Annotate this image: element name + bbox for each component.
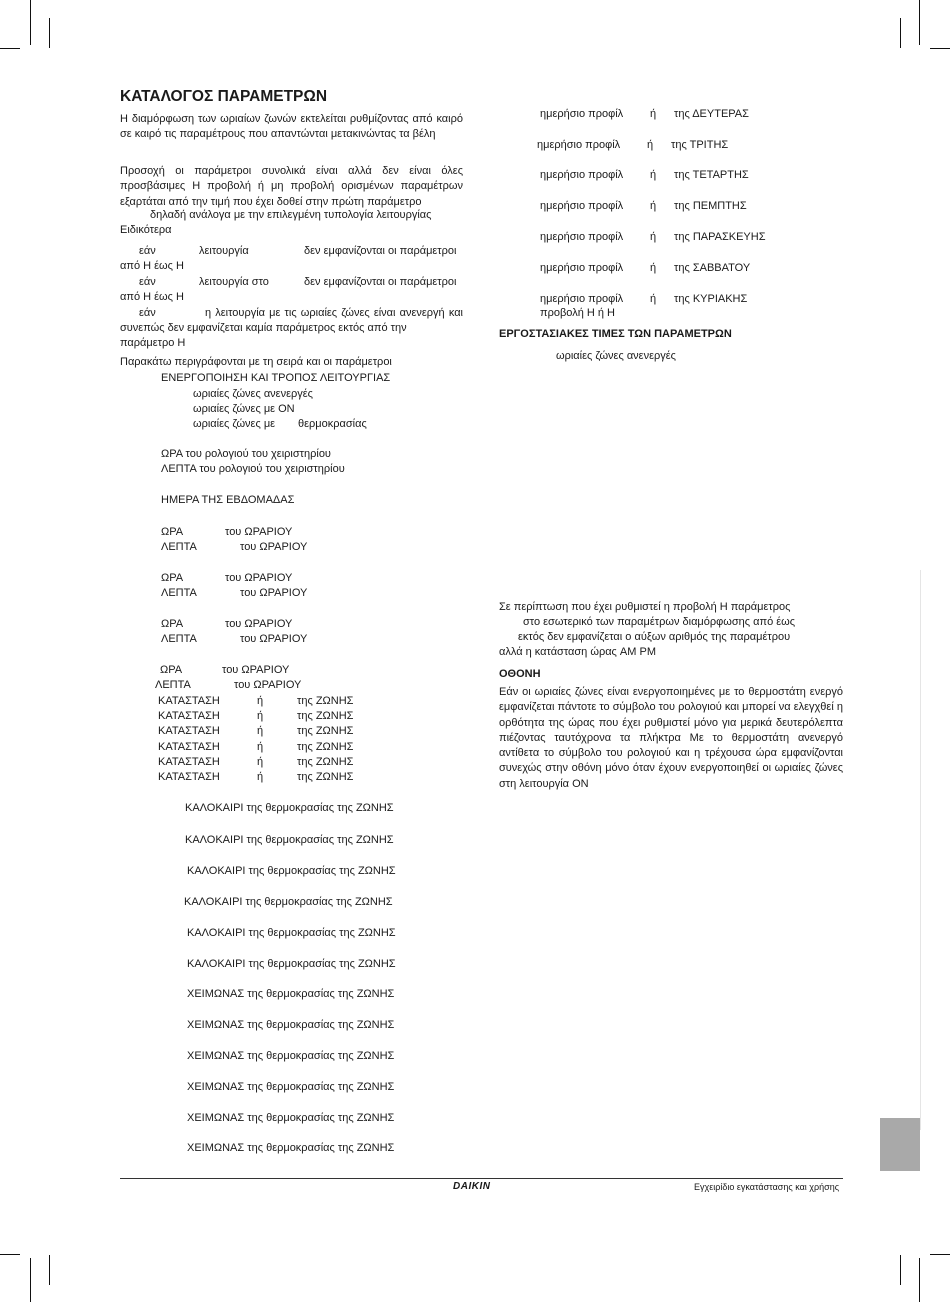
schedule-3-hour-suffix: του ΩΡΑΡΙΟΥ	[225, 618, 293, 630]
profile-friday-or: ή	[650, 231, 657, 243]
crop-mark	[30, 0, 31, 45]
condition-1-text: δεν εμφανίζονται οι παράμετροι	[304, 245, 457, 257]
screen-paragraph: Εάν οι ωριαίες ζώνες είναι ενεργοποιημένες με το θερμοστάτη ενεργό εμφανίζεται πάντοτε το σύμβολο του ρολογιού και μπορεί να ελεγχθεί η ορθότητα της ώρας που έχει ρυθμιστεί μόνο για μερικά δευτερόλεπτα πιέζοντας ταυτόχρονα τα πλήκτρα Με το θερμοστάτη ανενεργό αντίθετα το σύμβολο του ρολογιού και η τρέχουσα ώρα εμφανίζονται συνεχώς στην οθόνη μόνο όταν έχουν ενεργοποιηθεί οι ωριαίες ζώνες στη λειτουργία ON	[499, 686, 843, 790]
summer-temp-zone-6: ΚΑΛΟΚΑΙΡΙ της θερμοκρασίας της ΖΩΝΗΣ	[187, 958, 396, 970]
profile-saturday: ημερήσιο προφίλ	[540, 262, 624, 274]
weekday-param: ΗΜΕΡΑ ΤΗΣ ΕΒΔΟΜΑΔΑΣ	[161, 494, 295, 506]
schedule-3-minutes-suffix: του ΩΡΑΡΙΟΥ	[240, 633, 308, 645]
clock-minutes-param: ΛΕΠΤΑ του ρολογιού του χειριστηρίου	[161, 463, 345, 475]
schedule-1-minutes-suffix: του ΩΡΑΡΙΟΥ	[240, 541, 308, 553]
profile-monday-or: ή	[650, 108, 657, 120]
schedule-4-hour-suffix: του ΩΡΑΡΙΟΥ	[222, 664, 290, 676]
crop-mark	[930, 48, 950, 49]
crop-mark	[900, 18, 901, 48]
zone-state-4-suffix: της ΖΩΝΗΣ	[297, 741, 354, 753]
profile-tuesday: ημερήσιο προφίλ	[537, 139, 621, 151]
schedule-3-hour: ΩΡΑ	[161, 618, 184, 630]
crop-mark	[0, 1254, 20, 1255]
profile-saturday-or: ή	[650, 262, 657, 274]
page-title: ΚΑΤΑΛΟΓΟΣ ΠΑΡΑΜΕΤΡΩΝ	[120, 88, 328, 105]
crop-mark	[49, 18, 50, 48]
schedule-1-minutes: ΛΕΠΤΑ	[161, 541, 197, 553]
profile-thursday-or: ή	[650, 200, 657, 212]
condition-1-mode: λειτουργία	[199, 245, 249, 257]
footer-rule	[120, 1178, 843, 1179]
sequence-paragraph: Παρακάτω περιγράφονται με τη σειρά και οι παράμετροι	[120, 356, 392, 368]
profile-sunday-or: ή	[650, 293, 657, 305]
factory-value-item: ωριαίες ζώνες ανενεργές	[556, 350, 676, 362]
zone-state-1: ΚΑΤΑΣΤΑΣΗ	[158, 695, 220, 707]
summer-temp-zone-5: ΚΑΛΟΚΑΙΡΙ της θερμοκρασίας της ΖΩΝΗΣ	[187, 927, 396, 939]
summer-temp-zone-3: ΚΑΛΟΚΑΙΡΙ της θερμοκρασίας της ΖΩΝΗΣ	[187, 865, 396, 877]
zone-state-2: ΚΑΤΑΣΤΑΣΗ	[158, 710, 220, 722]
note-line-1: Σε περίπτωση που έχει ρυθμιστεί η προβολή Η παράμετρος	[499, 601, 791, 613]
zone-state-5-suffix: της ΖΩΝΗΣ	[297, 756, 354, 768]
profile-monday-day: της ΔΕΥΤΕΡΑΣ	[674, 108, 749, 120]
zone-state-2-or: ή	[257, 710, 264, 722]
crop-mark	[30, 1258, 31, 1302]
schedule-2-minutes-suffix: του ΩΡΑΡΙΟΥ	[240, 587, 308, 599]
crop-mark	[919, 0, 920, 45]
condition-2-mode: λειτουργία στο	[199, 276, 269, 288]
profile-wednesday-or: ή	[650, 169, 657, 181]
schedule-3-minutes: ΛΕΠΤΑ	[161, 633, 197, 645]
condition-2-if: εάν	[139, 276, 156, 288]
profile-friday-day: της ΠΑΡΑΣΚΕΥΗΣ	[674, 231, 766, 243]
zone-state-3: ΚΑΤΑΣΤΑΣΗ	[158, 725, 220, 737]
winter-temp-zone-6: ΧΕΙΜΩΝΑΣ της θερμοκρασίας της ΖΩΝΗΣ	[187, 1142, 395, 1154]
schedule-4-minutes-suffix: του ΩΡΑΡΙΟΥ	[234, 679, 302, 691]
projection-note: προβολή Η ή Η	[540, 307, 615, 319]
profile-saturday-day: της ΣΑΒΒΑΤΟΥ	[674, 262, 751, 274]
zone-state-1-suffix: της ΖΩΝΗΣ	[297, 695, 354, 707]
clock-hour-param: ΩΡΑ του ρολογιού του χειριστηρίου	[161, 448, 331, 460]
zone-state-1-or: ή	[257, 695, 264, 707]
crop-mark	[0, 48, 20, 49]
section-tab	[880, 1118, 920, 1171]
schedule-2-hour: ΩΡΑ	[161, 572, 184, 584]
zone-state-5-or: ή	[257, 756, 264, 768]
profile-tuesday-or: ή	[647, 139, 654, 151]
mode-option-temp-suffix: θερμοκρασίας	[298, 418, 367, 430]
summer-temp-zone-4: ΚΑΛΟΚΑΙΡΙ της θερμοκρασίας της ΖΩΝΗΣ	[184, 896, 393, 908]
zone-state-6: ΚΑΤΑΣΤΑΣΗ	[158, 771, 220, 783]
zone-state-4-or: ή	[257, 741, 264, 753]
note-line-4: αλλά η κατάσταση ώρας AM PM	[499, 646, 656, 658]
winter-temp-zone-2: ΧΕΙΜΩΝΑΣ της θερμοκρασίας της ΖΩΝΗΣ	[187, 1019, 395, 1031]
page-edge-line	[920, 570, 921, 1130]
profile-friday: ημερήσιο προφίλ	[540, 231, 624, 243]
condition-1-range: από Η έως Η	[120, 260, 184, 272]
note-line-3: εκτός δεν εμφανίζεται ο αύξων αριθμός της παραμέτρου	[518, 631, 791, 643]
condition-3-param: παράμετρο Η	[120, 337, 186, 349]
schedule-1-hour-suffix: του ΩΡΑΡΙΟΥ	[225, 526, 293, 538]
profile-monday: ημερήσιο προφίλ	[540, 108, 624, 120]
warning-paragraph-line4: δηλαδή ανάλογα με την επιλεγμένη τυπολογία λειτουργίας	[150, 209, 432, 221]
crop-mark	[900, 1255, 901, 1285]
warning-paragraph-line5: Ειδικότερα	[120, 224, 172, 236]
mode-option-on: ωριαίες ζώνες με ON	[193, 403, 295, 415]
condition-3-if: εάν	[139, 307, 156, 319]
screen-heading: ΟΘΟΝΗ	[499, 668, 541, 680]
zone-state-3-suffix: της ΖΩΝΗΣ	[297, 725, 354, 737]
profile-sunday-day: της ΚΥΡΙΑΚΗΣ	[674, 293, 748, 305]
condition-3-text: η λειτουργία με τις ωριαίες ζώνες είναι ανενεργή και συνεπώς δεν εμφανίζεται καμία παράμετρος εκτός από την	[120, 307, 463, 335]
profile-wednesday-day: της ΤΕΤΑΡΤΗΣ	[674, 169, 749, 181]
summer-temp-zone-2: ΚΑΛΟΚΑΙΡΙ της θερμοκρασίας της ΖΩΝΗΣ	[185, 834, 394, 846]
crop-mark	[930, 1254, 950, 1255]
profile-tuesday-day: της ΤΡΙΤΗΣ	[671, 139, 729, 151]
schedule-1-hour: ΩΡΑ	[161, 526, 184, 538]
zone-state-5: ΚΑΤΑΣΤΑΣΗ	[158, 756, 220, 768]
mode-heading: ΕΝΕΡΓΟΠΟΙΗΣΗ ΚΑΙ ΤΡΟΠΟΣ ΛΕΙΤΟΥΡΓΙΑΣ	[161, 372, 391, 384]
factory-values-heading: ΕΡΓΟΣΤΑΣΙΑΚΕΣ ΤΙΜΕΣ ΤΩΝ ΠΑΡΑΜΕΤΡΩΝ	[499, 328, 732, 340]
schedule-2-hour-suffix: του ΩΡΑΡΙΟΥ	[225, 572, 293, 584]
condition-2-range: από Η έως Η	[120, 291, 184, 303]
winter-temp-zone-5: ΧΕΙΜΩΝΑΣ της θερμοκρασίας της ΖΩΝΗΣ	[187, 1112, 395, 1124]
crop-mark	[919, 1258, 920, 1302]
profile-thursday-day: της ΠΕΜΠΤΗΣ	[674, 200, 747, 212]
schedule-2-minutes: ΛΕΠΤΑ	[161, 587, 197, 599]
zone-state-2-suffix: της ΖΩΝΗΣ	[297, 710, 354, 722]
crop-mark	[49, 1255, 50, 1285]
schedule-4-minutes: ΛΕΠΤΑ	[155, 679, 191, 691]
summer-temp-zone-1: ΚΑΛΟΚΑΙΡΙ της θερμοκρασίας της ΖΩΝΗΣ	[185, 802, 394, 814]
profile-wednesday: ημερήσιο προφίλ	[540, 169, 624, 181]
winter-temp-zone-4: ΧΕΙΜΩΝΑΣ της θερμοκρασίας της ΖΩΝΗΣ	[187, 1081, 395, 1093]
condition-2-text: δεν εμφανίζονται οι παράμετροι	[304, 276, 457, 288]
mode-option-temp-label: ωριαίες ζώνες με	[193, 418, 276, 430]
profile-sunday: ημερήσιο προφίλ	[540, 293, 624, 305]
profile-thursday: ημερήσιο προφίλ	[540, 200, 624, 212]
zone-state-6-suffix: της ΖΩΝΗΣ	[297, 771, 354, 783]
footer-manual-title: Εγχειρίδιο εγκατάστασης και χρήσης	[694, 1182, 840, 1192]
winter-temp-zone-1: ΧΕΙΜΩΝΑΣ της θερμοκρασίας της ΖΩΝΗΣ	[187, 988, 395, 1000]
zone-state-4: ΚΑΤΑΣΤΑΣΗ	[158, 741, 220, 753]
warning-paragraph: Προσοχή οι παράμετροι συνολικά είναι αλλά δεν είναι όλες προσβάσιμες Η προβολή ή μη προβολή ορισμένων παραμέτρων εξαρτάται από την τιμή που έχει δοθεί στην πρώτη παράμετρο	[120, 165, 463, 208]
daikin-logo: DAIKIN	[453, 1181, 491, 1192]
zone-state-6-or: ή	[257, 771, 264, 783]
zone-state-3-or: ή	[257, 725, 264, 737]
mode-option-off: ωριαίες ζώνες ανενεργές	[193, 388, 313, 400]
condition-1-if: εάν	[139, 245, 156, 257]
note-line-2: στο εσωτερικό των παραμέτρων διαμόρφωσης από έως	[523, 616, 796, 628]
schedule-4-hour: ΩΡΑ	[160, 664, 183, 676]
winter-temp-zone-3: ΧΕΙΜΩΝΑΣ της θερμοκρασίας της ΖΩΝΗΣ	[187, 1050, 395, 1062]
intro-paragraph: Η διαμόρφωση των ωριαίων ζωνών εκτελείται ρυθμίζοντας από καιρό σε καιρό τις παραμέτρους που απαντώνται μετακινώντας τα βέλη	[120, 113, 463, 141]
